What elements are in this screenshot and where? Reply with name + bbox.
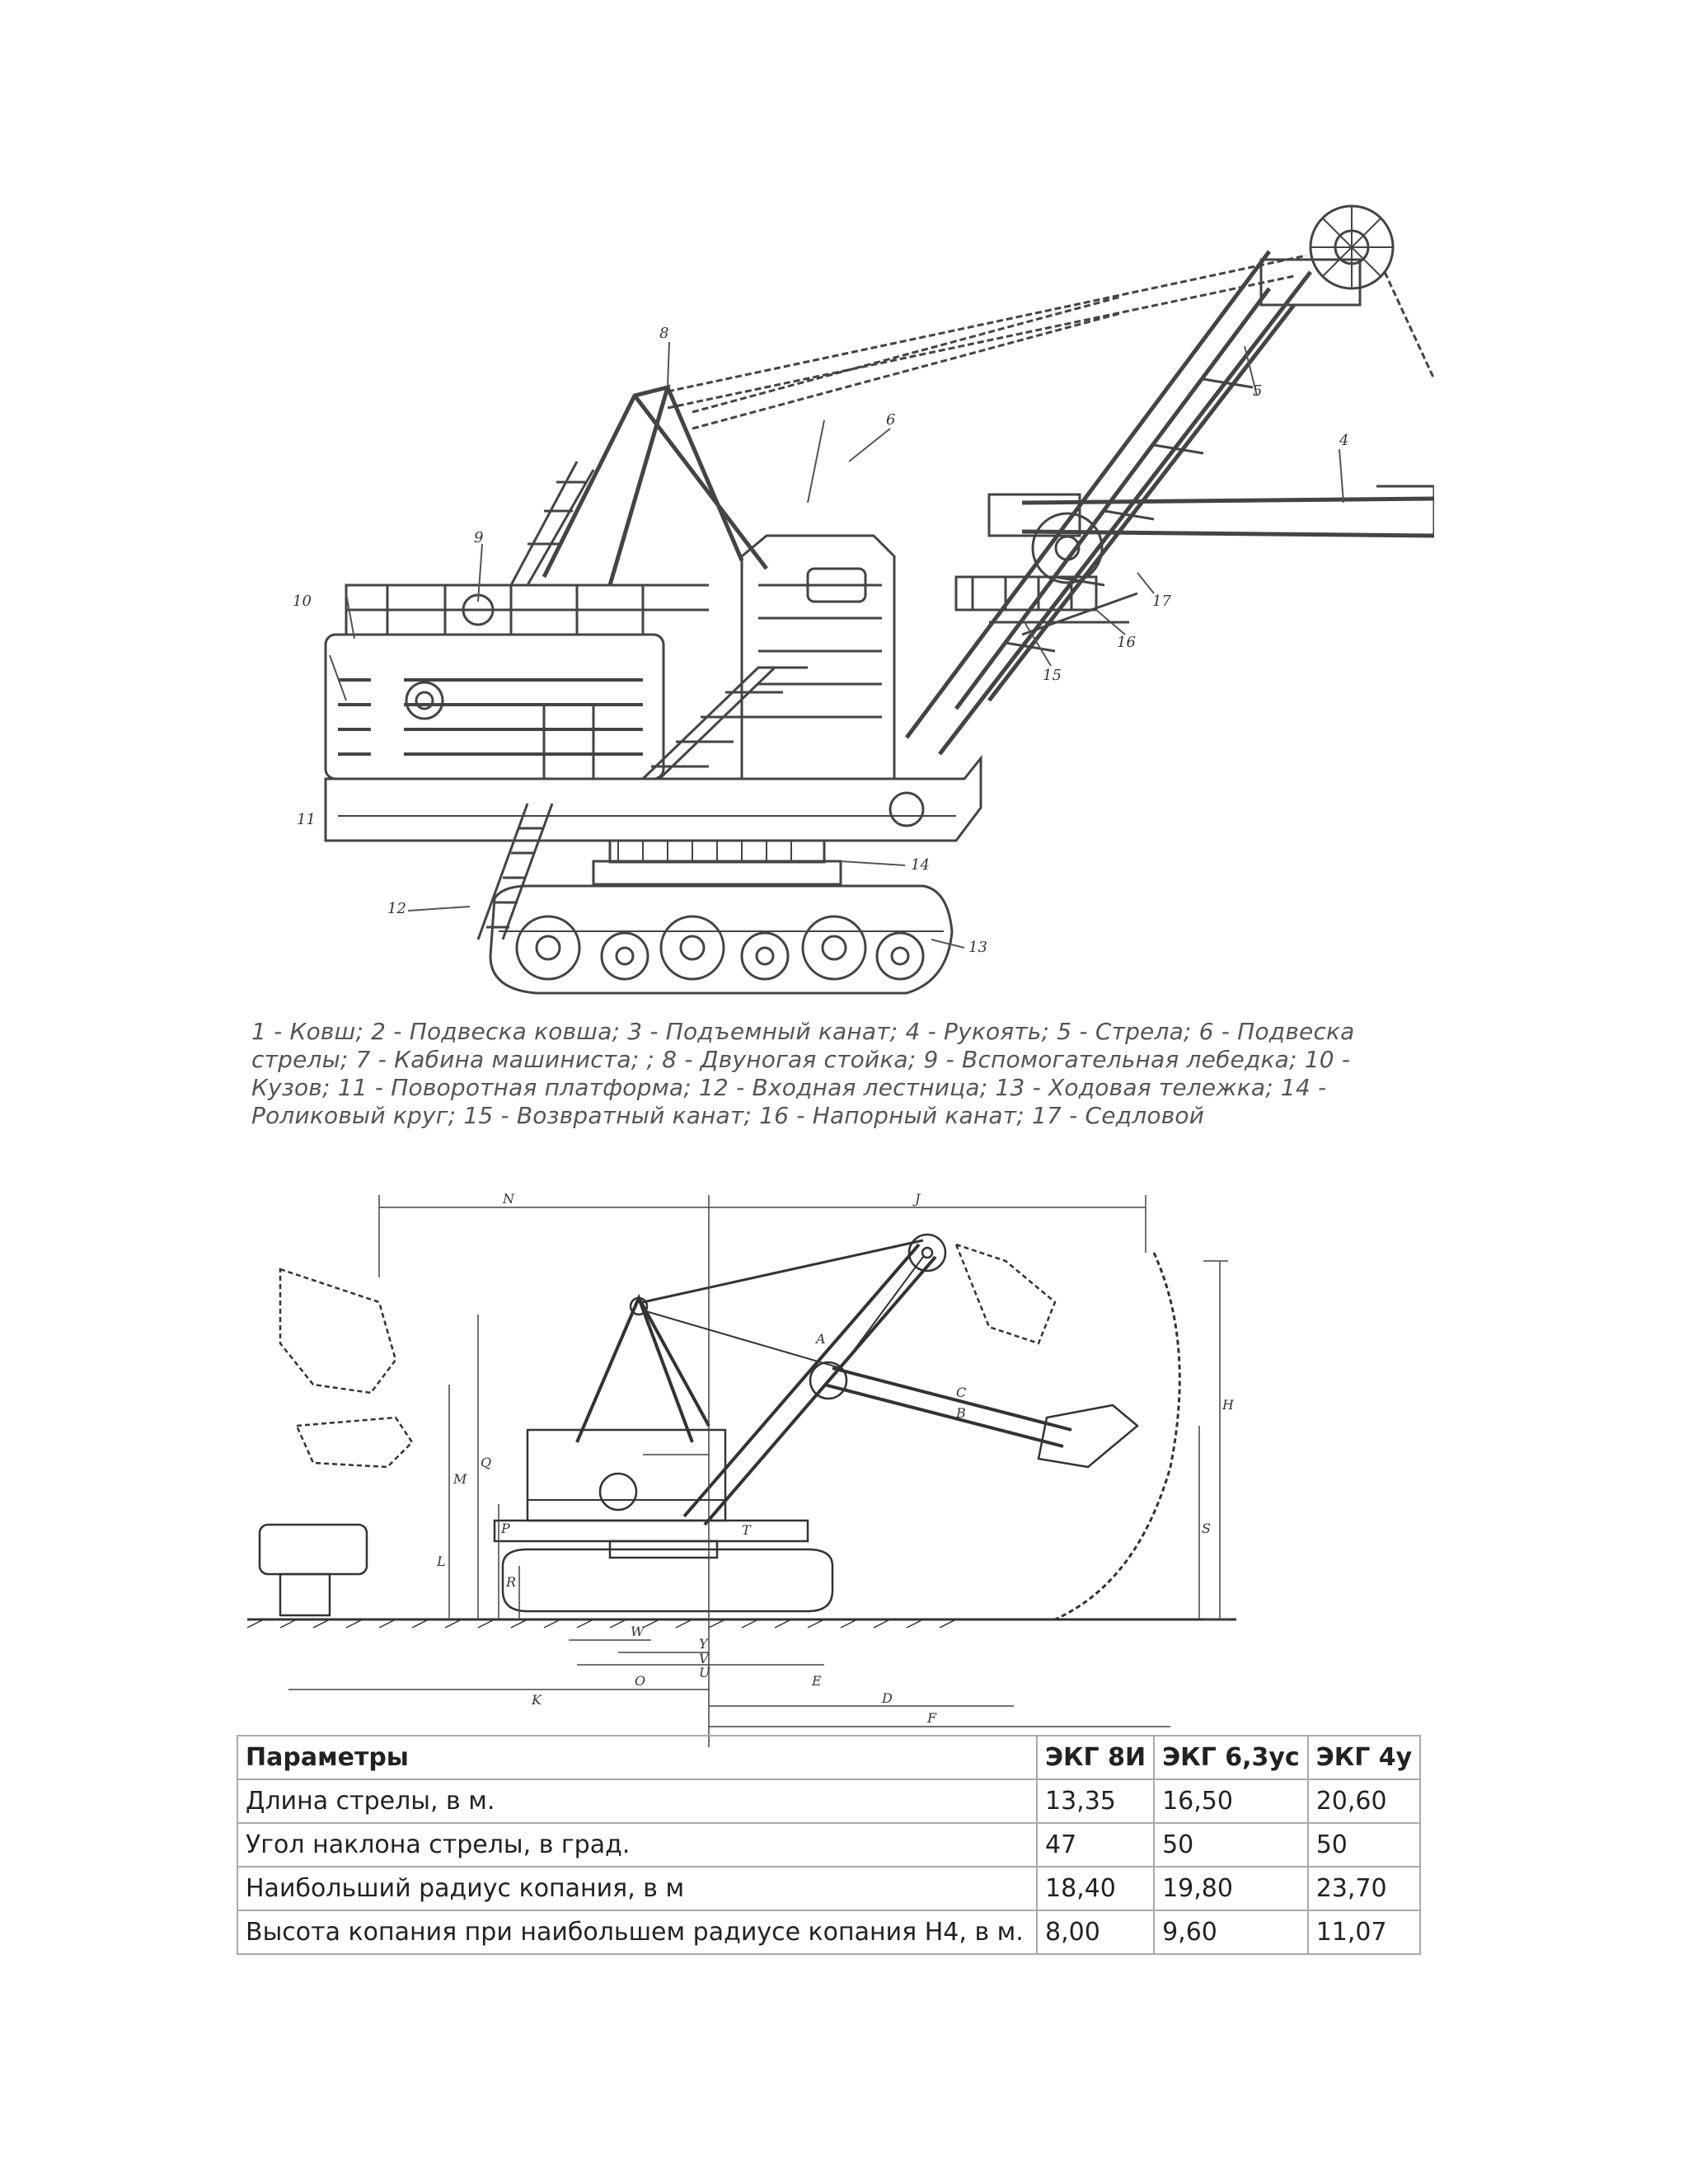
dipper-handle — [824, 1368, 1071, 1446]
header-ekg-6-3us: ЭКГ 6,3ус — [1154, 1736, 1308, 1779]
callout-9: 9 — [474, 529, 484, 546]
dimension-label-R: R — [506, 1574, 517, 1590]
dimension-label-O: O — [635, 1673, 646, 1689]
callout-10: 10 — [293, 593, 312, 610]
cell-value: 47 — [1037, 1823, 1154, 1867]
dimension-label-B: B — [956, 1405, 966, 1421]
dimension-label-W: W — [631, 1624, 645, 1639]
dimension-label-E: E — [812, 1673, 822, 1689]
callout-17: 17 — [1152, 593, 1171, 610]
dimension-label-J: J — [915, 1191, 921, 1207]
operator-cabin — [742, 536, 894, 779]
dimension-label-L: L — [437, 1554, 446, 1569]
callout-6: 6 — [886, 411, 896, 429]
dimension-label-Q: Q — [481, 1455, 492, 1470]
dimension-label-S: S — [1202, 1521, 1211, 1536]
cell-value: 19,80 — [1154, 1867, 1308, 1910]
roller-circle — [593, 861, 841, 884]
dimension-label-V: V — [699, 1651, 709, 1666]
table-row — [237, 1867, 1420, 1910]
entrance-ladder — [478, 804, 552, 940]
row-label: Угол наклона стрелы, в град. — [237, 1823, 1037, 1867]
table-header-row — [237, 1736, 1420, 1779]
row-label: Наибольший радиус копания, в м — [237, 1867, 1037, 1910]
callout-13: 13 — [968, 939, 987, 956]
dimension-label-P: P — [501, 1521, 510, 1536]
dimension-label-U: U — [699, 1665, 710, 1680]
parameters-table — [237, 1735, 1421, 1955]
dimension-label-K: K — [532, 1692, 542, 1708]
row-label: Высота копания при наибольшем радиусе копания H4, в м. — [237, 1910, 1037, 1954]
table-row — [237, 1910, 1420, 1954]
dimension-label-C: C — [956, 1385, 967, 1400]
callout-8: 8 — [659, 325, 669, 342]
dimension-label-H: H — [1222, 1397, 1234, 1413]
track-wheels — [517, 916, 923, 979]
callout-15: 15 — [1043, 667, 1062, 684]
callout-12: 12 — [387, 900, 406, 917]
excavator-side-view-drawing — [280, 190, 1434, 1014]
dimension-label-T: T — [742, 1522, 751, 1538]
table-row — [237, 1779, 1420, 1823]
header-parameters: Параметры — [237, 1736, 1037, 1779]
dimension-label-A: A — [816, 1331, 826, 1347]
dimension-label-D: D — [882, 1690, 893, 1706]
figure-caption: 1 - Ковш; 2 - Подвеска ковша; 3 - Подъемный канат; 4 - Рукоять; 5 - Стрела; 6 - Подвеска стрелы; 7 - Кабина машиниста; ; 8 - Двуногая стойка; 9 - Вспомогательная лебедка; 10 - Кузов; 11 - Поворотная платформа; 12 - Входная лестница; 13 - Ходовая тележка; 14 - Роликовый круг; 15 - Возвратный канат; 16 - Напорный канат; 17 - Седловой — [251, 1018, 1355, 1129]
cell-value: 23,70 — [1308, 1867, 1421, 1910]
dimension-label-M: M — [453, 1471, 467, 1487]
header-ekg-8i: ЭКГ 8И — [1037, 1736, 1154, 1779]
cell-value: 20,60 — [1308, 1779, 1421, 1823]
cell-value: 13,35 — [1037, 1779, 1154, 1823]
a-frame — [577, 1298, 709, 1442]
dimension-label-N: N — [503, 1191, 514, 1207]
dump-truck — [260, 1525, 367, 1574]
cell-value: 9,60 — [1154, 1910, 1308, 1954]
body-housing — [326, 635, 663, 779]
callout-5: 5 — [1253, 382, 1263, 400]
header-ekg-4u: ЭКГ 4у — [1308, 1736, 1421, 1779]
callout-14: 14 — [911, 856, 930, 874]
digging-face — [1055, 1253, 1179, 1619]
callout-16: 16 — [1117, 634, 1136, 651]
table-row — [237, 1823, 1420, 1867]
dimension-label-F: F — [927, 1710, 937, 1726]
cell-value: 50 — [1308, 1823, 1421, 1867]
dimension-label-Y: Y — [699, 1636, 708, 1652]
callout-4: 4 — [1339, 432, 1349, 449]
row-label: Длина стрелы, в м. — [237, 1779, 1037, 1823]
working-dimensions-diagram — [247, 1179, 1236, 1747]
cell-value: 16,50 — [1154, 1779, 1308, 1823]
cell-value: 50 — [1154, 1823, 1308, 1867]
cell-value: 8,00 — [1037, 1910, 1154, 1954]
dipper-bucket — [1039, 1405, 1137, 1467]
cell-value: 18,40 — [1037, 1867, 1154, 1910]
dumping-position-bucket — [280, 1269, 396, 1393]
cell-value: 11,07 — [1308, 1910, 1421, 1954]
callout-11: 11 — [297, 811, 316, 828]
